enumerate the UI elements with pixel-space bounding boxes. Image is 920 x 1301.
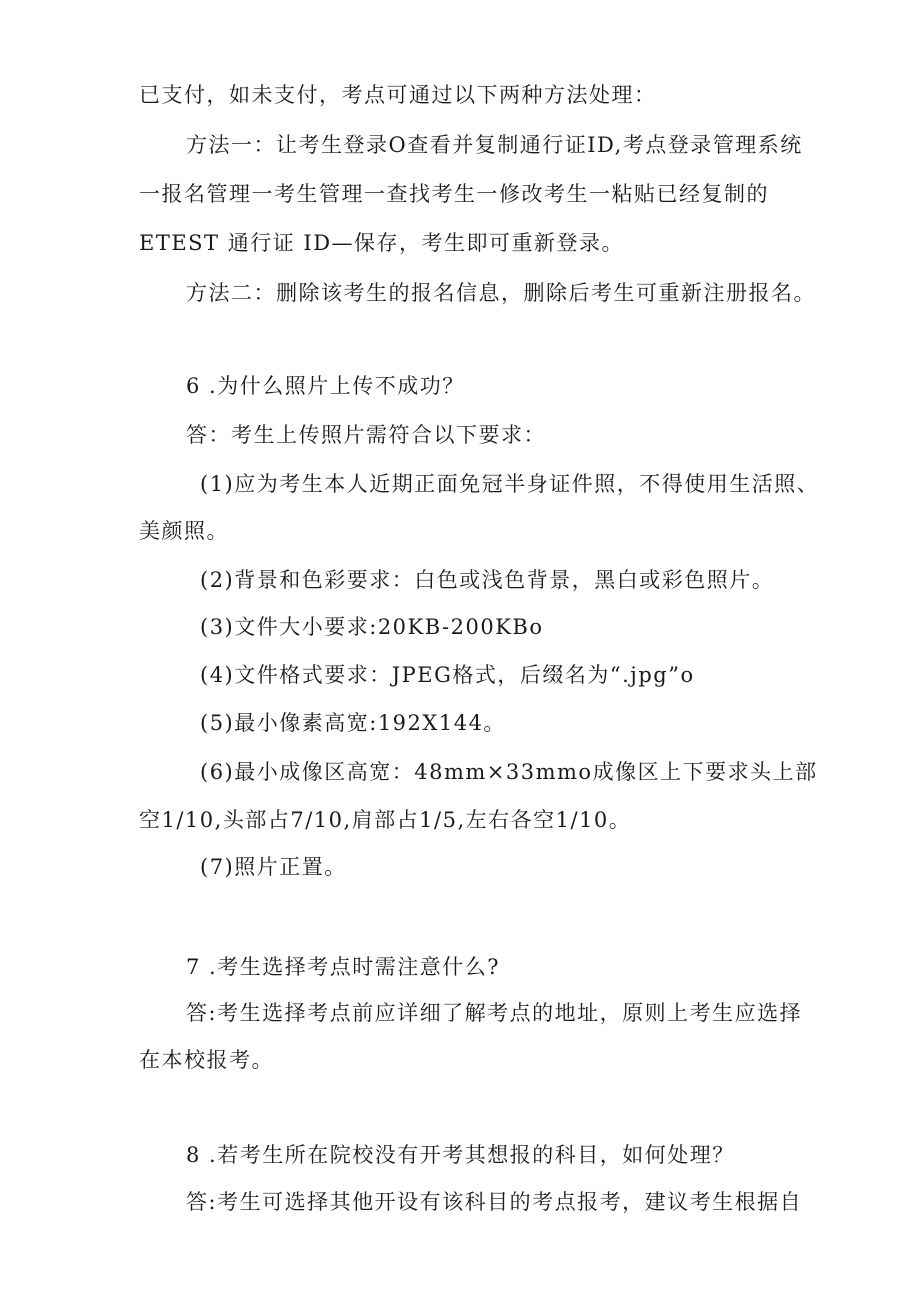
question-heading-6: 6 .为什么照片上传不成功？: [186, 374, 465, 398]
requirement-item-4: (4)文件格式要求：JPEG格式，后缀名为“.jpg”o: [200, 663, 695, 687]
requirement-item-7: (7)照片正置。: [200, 855, 347, 879]
question-heading-8: 8 .若考生所在院校没有开考其想报的科目，如何处理？: [186, 1143, 735, 1167]
requirement-item-6-cont: 空1/10,头部占7/10,肩部占1/5,左右各空1/10。: [139, 808, 632, 832]
question-heading-7: 7 .考生选择考点时需注意什么?: [186, 955, 500, 979]
answer-line-8-1: 答:考生可选择其他开设有该科目的考点报考，建议考生根据自: [186, 1190, 803, 1214]
paragraph-line-1: 已支付，如未支付，考点可通过以下两种方法处理：: [139, 83, 657, 107]
paragraph-line-3: 一报名管理一考生管理一查找考生一修改考生一粘贴已经复制的: [139, 182, 769, 206]
requirement-item-6: (6)最小成像区高宽：48mm×33mmo成像区上下要求头上部: [200, 760, 818, 784]
paragraph-line-4: ETEST 通行证 ID—保存，考生即可重新登录。: [139, 231, 625, 255]
answer-line-7-1: 答:考生选择考点前应详细了解考点的地址，原则上考生应选择: [186, 1001, 803, 1025]
paragraph-line-5: 方法二：删除该考生的报名信息，删除后考生可重新注册报名。: [186, 281, 816, 305]
answer-line-7-2: 在本校报考。: [139, 1048, 274, 1072]
paragraph-line-2: 方法一：让考生登录O查看并复制通行证ID,考点登录管理系统: [186, 133, 803, 157]
requirement-item-3: (3)文件大小要求:20KB-200KBo: [200, 615, 544, 639]
requirement-item-5: (5)最小像素高宽:192X144。: [200, 711, 506, 735]
requirement-item-2: (2)背景和色彩要求：白色或浅色背景，黑白或彩色照片。: [200, 568, 775, 592]
requirement-item-1-cont: 美颜照。: [139, 519, 229, 543]
answer-line-6-1: 答：考生上传照片需符合以下要求：: [186, 423, 546, 447]
requirement-item-1: (1)应为考生本人近期正面免冠半身证件照，不得使用生活照、: [200, 472, 820, 496]
